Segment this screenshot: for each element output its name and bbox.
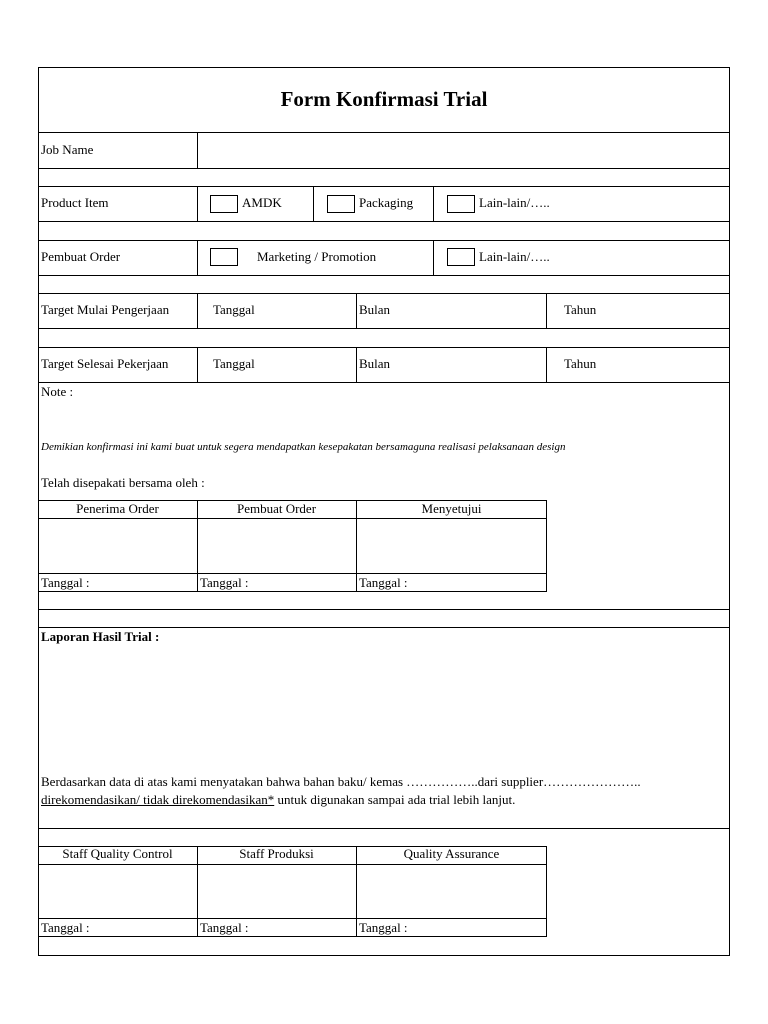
rule <box>38 828 730 829</box>
signature-staff-produksi[interactable] <box>198 865 355 918</box>
header-penerima-order: Penerima Order <box>76 501 159 516</box>
target-selesai-tanggal[interactable]: Tanggal <box>213 356 255 371</box>
target-selesai-bulan[interactable]: Bulan <box>359 356 391 371</box>
product-item-label: Product Item <box>41 195 109 210</box>
divider <box>197 240 198 275</box>
target-selesai-tahun[interactable]: Tahun <box>564 356 597 371</box>
target-selesai-label: Target Selesai Pekerjaan <box>41 356 169 371</box>
divider <box>356 293 357 328</box>
rule <box>38 293 730 294</box>
rule <box>38 328 730 329</box>
form-title: Form Konfirmasi Trial <box>280 87 488 111</box>
signature-penerima-order[interactable] <box>39 519 196 573</box>
divider <box>433 240 434 275</box>
header-staff-produksi: Staff Produksi <box>239 846 314 861</box>
divider <box>546 347 547 382</box>
rule <box>38 347 730 348</box>
conclusion-line-2 <box>41 792 515 808</box>
signature-quality-assurance[interactable] <box>357 865 546 918</box>
conclusion-line-1: Berdasarkan data di atas kami menyatakan bahwa bahan baku/ kemas ……………..dari supplier………………….. <box>41 774 641 789</box>
pembuat-order-label: Pembuat Order <box>41 249 121 264</box>
marketing-label: Marketing / Promotion <box>257 249 377 264</box>
date-penerima-order[interactable]: Tanggal : <box>41 575 90 590</box>
amdk-label: AMDK <box>242 195 282 210</box>
note-label: Note : <box>41 384 74 399</box>
rule <box>38 168 730 169</box>
rule <box>38 240 730 241</box>
header-menyetujui: Menyetujui <box>421 501 482 516</box>
date-quality-assurance[interactable]: Tanggal : <box>359 920 408 935</box>
divider <box>546 293 547 328</box>
confirmation-statement: Demikian konfirmasi ini kami buat untuk segera mendapatkan kesepakatan bersamaguna realisasi pelaksanaan design <box>41 441 566 453</box>
rule <box>38 221 730 222</box>
product-other-checkbox[interactable] <box>447 195 475 213</box>
rule <box>38 275 730 276</box>
signature-staff-qc[interactable] <box>39 865 196 918</box>
amdk-checkbox[interactable] <box>210 195 238 213</box>
rule <box>38 918 547 919</box>
divider <box>356 347 357 382</box>
header-staff-qc: Staff Quality Control <box>62 846 173 861</box>
divider <box>433 186 434 221</box>
header-quality-assurance: Quality Assurance <box>403 846 500 861</box>
marketing-checkbox[interactable] <box>210 248 238 266</box>
date-menyetujui[interactable]: Tanggal : <box>359 575 408 590</box>
order-other-checkbox[interactable] <box>447 248 475 266</box>
date-staff-qc[interactable]: Tanggal : <box>41 920 90 935</box>
target-mulai-label: Target Mulai Pengerjaan <box>41 302 170 317</box>
rule <box>38 609 730 610</box>
report-title: Laporan Hasil Trial : <box>41 629 160 644</box>
job-name-label: Job Name <box>41 142 94 157</box>
rule <box>38 186 730 187</box>
rule <box>38 382 730 383</box>
header-pembuat-order: Pembuat Order <box>236 501 317 516</box>
packaging-label: Packaging <box>359 195 414 210</box>
divider <box>197 186 198 221</box>
report-content-area[interactable] <box>39 648 729 768</box>
rule <box>38 627 730 628</box>
target-mulai-tanggal[interactable]: Tanggal <box>213 302 255 317</box>
conclusion-line-2-rest: untuk digunakan sampai ada trial lebih lanjut. <box>274 792 516 807</box>
recommendation-choice[interactable]: direkomendasikan/ tidak direkomendasikan* <box>41 792 275 807</box>
divider <box>197 347 198 382</box>
date-staff-produksi[interactable]: Tanggal : <box>200 920 249 935</box>
target-mulai-bulan[interactable]: Bulan <box>359 302 391 317</box>
rule <box>38 573 547 574</box>
order-other-label: Lain-lain/….. <box>479 249 550 264</box>
agreed-by-label: Telah disepakati bersama oleh : <box>41 475 205 490</box>
product-other-label: Lain-lain/….. <box>479 195 550 210</box>
target-mulai-tahun[interactable]: Tahun <box>564 302 597 317</box>
signature-pembuat-order[interactable] <box>198 519 355 573</box>
divider <box>197 293 198 328</box>
date-pembuat-order[interactable]: Tanggal : <box>200 575 249 590</box>
signature-menyetujui[interactable] <box>357 519 546 573</box>
packaging-checkbox[interactable] <box>327 195 355 213</box>
divider <box>313 186 314 221</box>
job-name-field[interactable] <box>198 133 729 168</box>
